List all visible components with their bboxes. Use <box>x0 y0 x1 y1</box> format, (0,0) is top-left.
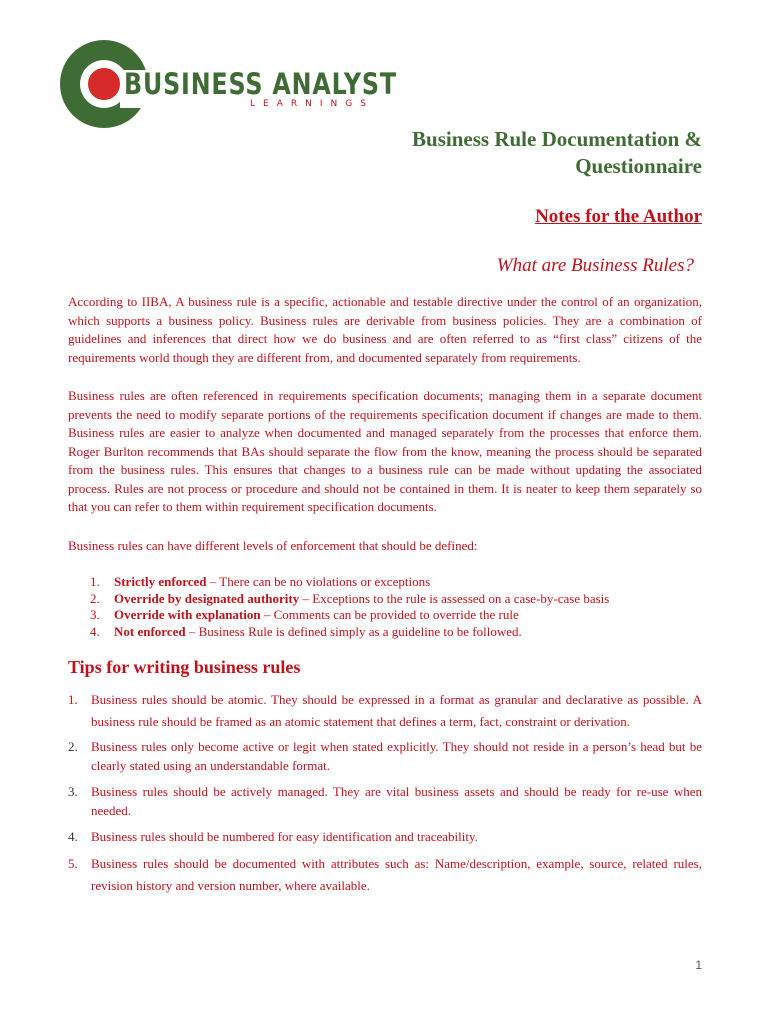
list-item: 2. Override by designated authority – Exceptions to the rule is assessed on a case-by-case basis <box>90 590 610 606</box>
paragraph-separation: Business rules are often referenced in requirements specification documents; managing them in a separate document prevents the need to modify separate portions of the requirements specification document if changes are made to them. Business rules are easier to analyze when documented and managed separately from the processes that enforce them. Roger Burlton recommends that BAs should separate the flow from the know, meaning the process should be separated from the business rules. This ensures that changes to a business rule can be made without updating the associated process. Rules are not process or procedure and should not be contained in them. It is neater to keep them separately so that you can refer to them within requirement specification documents. <box>68 388 702 514</box>
paragraph-enforcement-intro: Business rules can have different levels of enforcement that should be defined: <box>68 538 478 553</box>
list-item: 1. Business rules should be atomic. They should be expressed in a format as granular and declarative as possible. A business rule should be framed as an atomic statement that defines a term, fact, constraint or derivation. <box>68 692 702 729</box>
paragraph-definition: According to IIBA, A business rule is a specific, actionable and testable directive under the control of an organization, which supports a business policy. Business rules are derivable from business policies. They are a combination of guidelines and inferences that direct how we do business and are often referred to as “first class” citizens of the requirements world though they are different from, and documented separately from requirements. <box>68 294 702 365</box>
list-item: 4. Business rules should be numbered for easy identification and traceability. <box>68 829 478 844</box>
tips-list <box>68 689 702 897</box>
list-item: 3. Business rules should be actively managed. They are vital business assets and should be ready for re-use when needed. <box>68 784 702 818</box>
list-item: 5. Business rules should be documented with attributes such as: Name/description, example, source, related rules, revision history and version number, where available. <box>68 856 702 893</box>
logo-wordmark: BUSINESS ANALYST <box>124 67 397 101</box>
document-title-line-1: Business Rule Documentation & <box>412 127 702 151</box>
logo-target-icon <box>85 65 123 103</box>
what-heading: What are Business Rules? <box>496 255 694 276</box>
tips-heading: Tips for writing business rules <box>68 657 301 677</box>
list-item: 1. Strictly enforced – There can be no violations or exceptions <box>90 574 431 589</box>
document-title <box>282 126 702 180</box>
logo-subtitle: LEARNINGS <box>250 99 374 109</box>
notes-heading: Notes for the Author <box>535 206 702 227</box>
enforcement-levels-list <box>90 574 710 640</box>
business-analyst-learnings-logo <box>60 40 397 132</box>
list-item: 3. Override with explanation – Comments can be provided to override the rule <box>90 607 519 622</box>
page-number: 1 <box>695 958 702 972</box>
list-item: 2. Business rules only become active or legit when stated explicitly. They should not reside in a person’s head but be clearly stated using an understandable format. <box>68 739 702 773</box>
list-item: 4. Not enforced – Business Rule is defined simply as a guideline to be followed. <box>90 623 522 639</box>
document-title-line-2: Questionnaire <box>575 154 702 178</box>
